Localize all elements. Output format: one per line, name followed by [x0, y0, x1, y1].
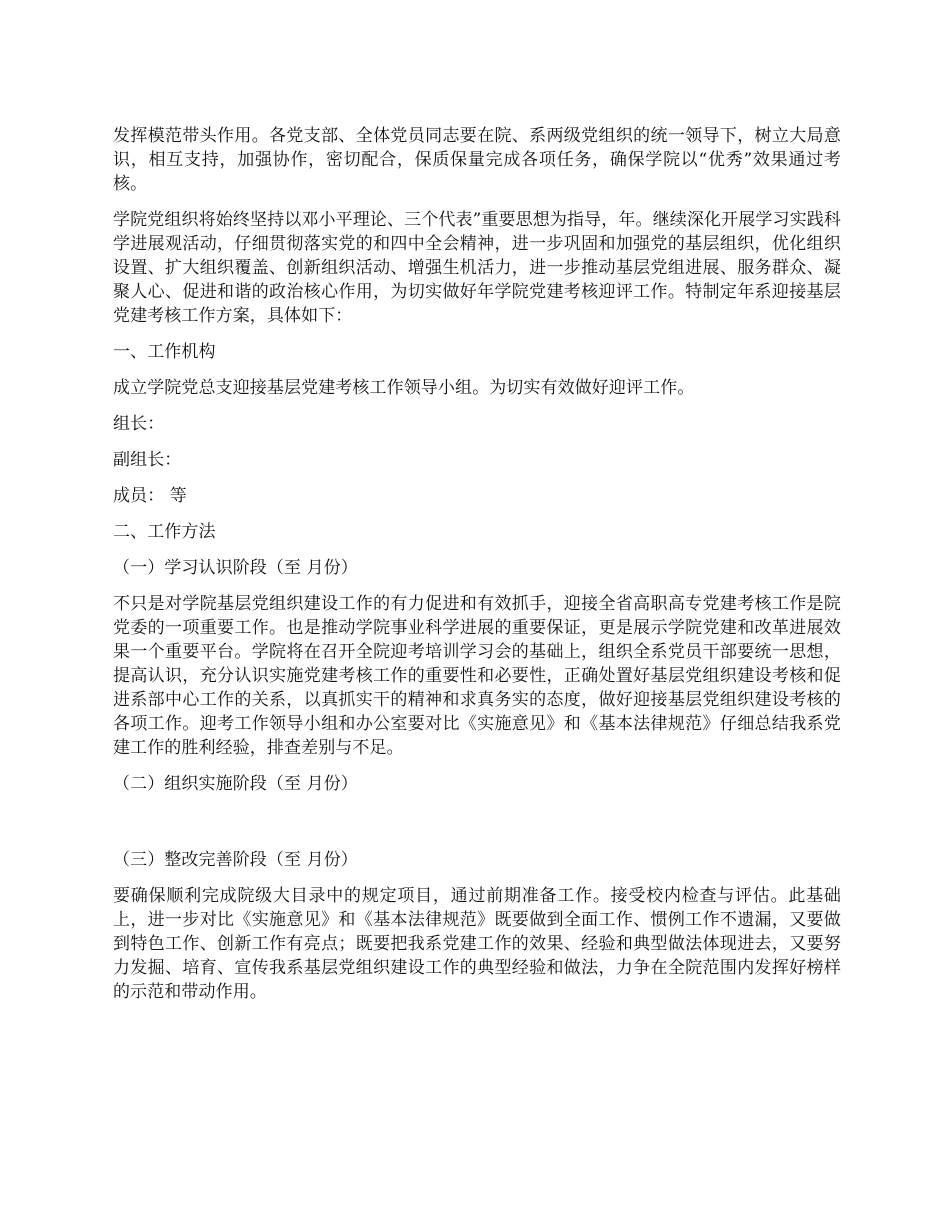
field-members: 成员： 等: [113, 486, 187, 506]
section-heading-methods: 二、工作方法: [113, 522, 216, 542]
field-deputy-leader: 副组长：: [113, 450, 182, 470]
subheading-rectification-phase: （三）整改完善阶段（至 月份）: [113, 850, 358, 870]
section-heading-organization: 一、工作机构: [113, 342, 216, 362]
paragraph-leading-group: 成立学院党总支迎接基层党建考核工作领导小组。为切实有效做好迎评工作。: [113, 378, 695, 398]
blank-space: [113, 808, 841, 848]
paragraph-study-phase: 不只是对学院基层党组织建设工作的有力促进和有效抓手，迎接全省高职高专党建考核工作是院党委的一项重要工作。也是推动学院事业科学进展的重要保证，更是展示学院党建和改革进展效果一个重要平台。学院将在召开全院迎考培训学习会的基础上，组织全系党员干部要统一思想，提高认识，充分认识实施党建考核工作的重要性和必要性，正确处置好基层党组织建设考核和促进系部中心工作的关系，以真抓实干的精神和求真务实的态度，做好迎接基层党组织建设考核的各项工作。迎考工作领导小组和办公室要对比《实施意见》和《基本法律规范》仔细总结我系党建工作的胜利经验，排查差别与不足。: [113, 594, 841, 758]
subheading-study-phase: （一）学习认识阶段（至 月份）: [113, 558, 358, 578]
paragraph-rectification-phase: 要确保顺利完成院级大目录中的规定项目，通过前期准备工作。接受校内检查与评估。此基础上，进一步对比《实施意见》和《基本法律规范》既要做到全面工作、惯例工作不遗漏，又要做到特色工作、创新工作有亮点；既要把我系党建工作的效果、经验和典型做法体现进去，又要努力发掘、培育、宣传我系基层党组织建设工作的典型经验和做法，力争在全院范围内发挥好榜样的示范和带动作用。: [113, 886, 841, 1002]
paragraph-intro: 发挥模范带头作用。各党支部、全体党员同志要在院、系两级党组织的统一领导下，树立大局意识，相互支持，加强协作，密切配合，保质保量完成各项任务，确保学院以“优秀”效果通过考核。: [113, 126, 841, 194]
document-body: [113, 124, 841, 1016]
paragraph-guiding-principle: 学院党组织将始终坚持以邓小平理论、三个代表”重要思想为指导，年。继续深化开展学习实践科学进展观活动，仔细贯彻落实党的和四中全会精神，进一步巩固和加强党的基层组织，优化组织设置、扩大组织覆盖、创新组织活动、增强生机活力，进一步推动基层党组进展、服务群众、凝聚人心、促进和谐的政治核心作用，为切实做好年学院党建考核迎评工作。特制定年系迎接基层党建考核工作方案，具体如下：: [113, 210, 841, 326]
subheading-implementation-phase: （二）组织实施阶段（至 月份）: [113, 774, 358, 794]
field-group-leader: 组长：: [113, 414, 165, 434]
